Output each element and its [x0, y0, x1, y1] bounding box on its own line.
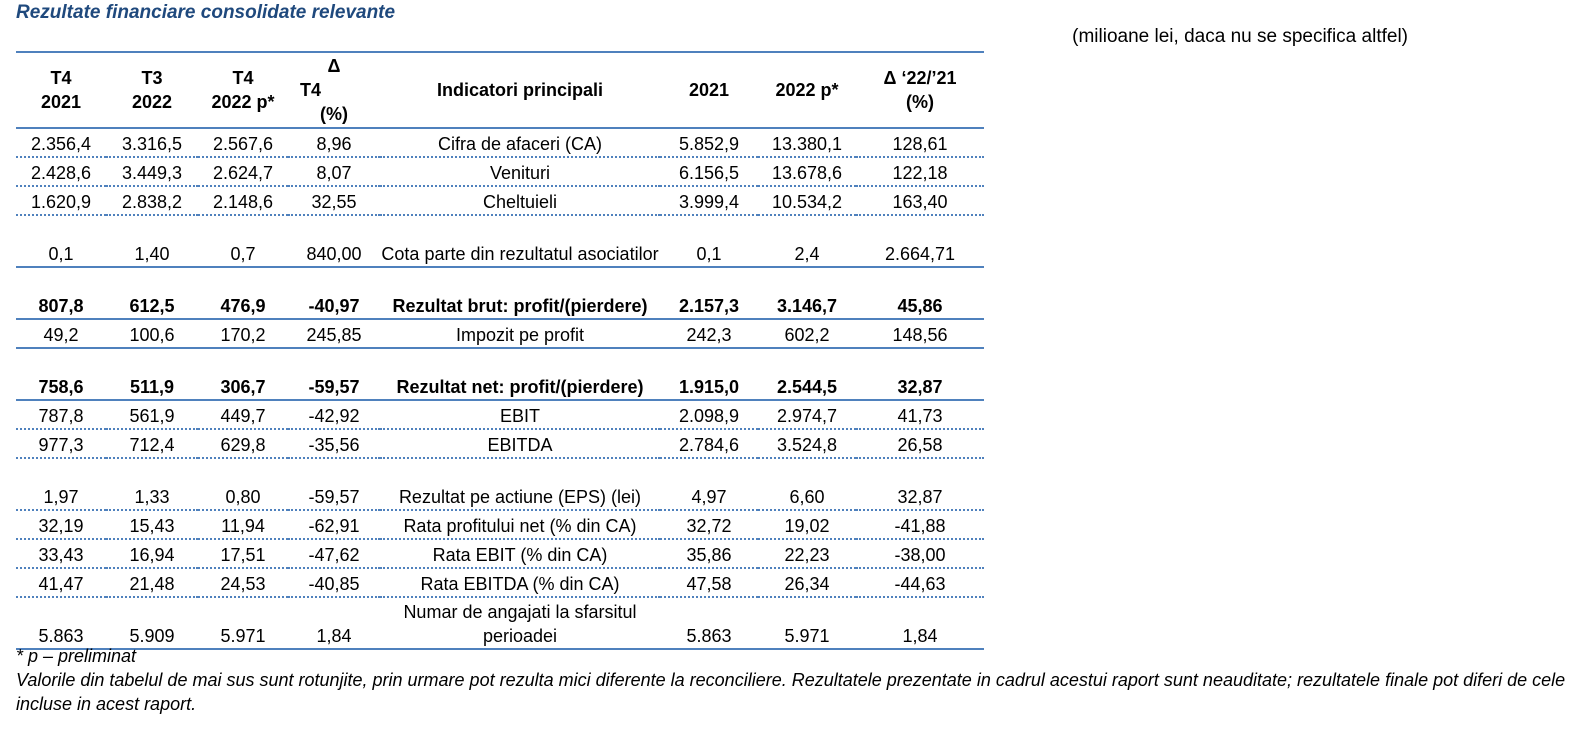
- value-cell: 2.428,6: [16, 157, 106, 186]
- value-cell: 807,8: [16, 267, 106, 319]
- value-cell: 2.157,3: [660, 267, 758, 319]
- value-cell: 13.380,1: [758, 128, 856, 157]
- value-cell: 8,07: [288, 157, 380, 186]
- value-cell: 22,23: [758, 539, 856, 568]
- value-cell: 11,94: [198, 510, 288, 539]
- value-cell: 19,02: [758, 510, 856, 539]
- indicator-cell: Rezultat net: profit/(pierdere): [380, 348, 660, 400]
- table-row: [16, 348, 984, 400]
- value-cell: 2.838,2: [106, 186, 198, 215]
- table-row: [16, 568, 984, 597]
- col-header-delta-t4: Δ T4 (%): [288, 52, 380, 128]
- value-cell: 1,33: [106, 458, 198, 510]
- value-cell: 3.146,7: [758, 267, 856, 319]
- value-cell: 100,6: [106, 319, 198, 348]
- value-cell: 0,1: [660, 215, 758, 267]
- value-cell: 32,19: [16, 510, 106, 539]
- value-cell: 49,2: [16, 319, 106, 348]
- value-cell: 242,3: [660, 319, 758, 348]
- value-cell: 32,87: [856, 458, 984, 510]
- value-cell: 41,47: [16, 568, 106, 597]
- value-cell: 10.534,2: [758, 186, 856, 215]
- value-cell: 0,7: [198, 215, 288, 267]
- indicator-cell: Rata EBIT (% din CA): [380, 539, 660, 568]
- indicator-cell: Numar de angajati la sfarsitul perioadei: [380, 597, 660, 649]
- table-row: [16, 186, 984, 215]
- value-cell: 2.974,7: [758, 400, 856, 429]
- value-cell: -40,97: [288, 267, 380, 319]
- value-cell: 5.971: [198, 597, 288, 649]
- value-cell: -42,92: [288, 400, 380, 429]
- value-cell: 629,8: [198, 429, 288, 458]
- indicator-cell: Rata profitului net (% din CA): [380, 510, 660, 539]
- table-row: [16, 510, 984, 539]
- value-cell: 3.449,3: [106, 157, 198, 186]
- indicator-cell: Venituri: [380, 157, 660, 186]
- units-note: (milioane lei, daca nu se specifica altfel): [1072, 26, 1408, 47]
- indicator-cell: Cheltuieli: [380, 186, 660, 215]
- col-header-t3-2022: T3 2022: [106, 52, 198, 128]
- value-cell: 2.567,6: [198, 128, 288, 157]
- value-cell: 5.971: [758, 597, 856, 649]
- value-cell: 35,86: [660, 539, 758, 568]
- table-row: [16, 400, 984, 429]
- value-cell: 306,7: [198, 348, 288, 400]
- value-cell: 1.915,0: [660, 348, 758, 400]
- disclaimer: Valorile din tabelul de mai sus sunt rotunjite, prin urmare pot rezulta mici diferente la reconciliere. Rezultatele prezentate in cadrul acestui raport sunt neauditate; rezultatele finale pot diferi de cele incluse in acest raport.: [16, 670, 1566, 714]
- value-cell: -40,85: [288, 568, 380, 597]
- indicator-cell: Rezultat brut: profit/(pierdere): [380, 267, 660, 319]
- indicator-cell: EBIT: [380, 400, 660, 429]
- table-row: [16, 267, 984, 319]
- value-cell: 41,73: [856, 400, 984, 429]
- value-cell: 8,96: [288, 128, 380, 157]
- value-cell: 1,84: [856, 597, 984, 649]
- indicator-cell: Rezultat pe actiune (EPS) (lei): [380, 458, 660, 510]
- value-cell: 758,6: [16, 348, 106, 400]
- value-cell: 2.784,6: [660, 429, 758, 458]
- value-cell: 977,3: [16, 429, 106, 458]
- value-cell: 45,86: [856, 267, 984, 319]
- value-cell: 163,40: [856, 186, 984, 215]
- value-cell: 2.356,4: [16, 128, 106, 157]
- financial-results-table: [16, 51, 984, 650]
- value-cell: 2.664,71: [856, 215, 984, 267]
- value-cell: 16,94: [106, 539, 198, 568]
- value-cell: 21,48: [106, 568, 198, 597]
- value-cell: 2.544,5: [758, 348, 856, 400]
- value-cell: 4,97: [660, 458, 758, 510]
- col-header-t4-2022: T4 2022 p*: [198, 52, 288, 128]
- value-cell: 3.316,5: [106, 128, 198, 157]
- value-cell: 17,51: [198, 539, 288, 568]
- value-cell: 787,8: [16, 400, 106, 429]
- value-cell: -35,56: [288, 429, 380, 458]
- indicator-cell: Cota parte din rezultatul asociatilor: [380, 215, 660, 267]
- value-cell: 476,9: [198, 267, 288, 319]
- table-row: [16, 157, 984, 186]
- indicator-cell: Impozit pe profit: [380, 319, 660, 348]
- value-cell: 128,61: [856, 128, 984, 157]
- indicator-cell: EBITDA: [380, 429, 660, 458]
- col-header-delta-year: Δ ‘22/’21 (%): [856, 52, 984, 128]
- value-cell: 1,97: [16, 458, 106, 510]
- col-header-2022: 2022 p*: [758, 52, 856, 128]
- value-cell: 511,9: [106, 348, 198, 400]
- table-row: [16, 429, 984, 458]
- value-cell: 33,43: [16, 539, 106, 568]
- value-cell: 47,58: [660, 568, 758, 597]
- value-cell: 148,56: [856, 319, 984, 348]
- table-body: [16, 128, 984, 649]
- value-cell: 2,4: [758, 215, 856, 267]
- value-cell: -44,63: [856, 568, 984, 597]
- value-cell: 24,53: [198, 568, 288, 597]
- value-cell: 32,55: [288, 186, 380, 215]
- table-row: [16, 597, 984, 649]
- value-cell: 5.852,9: [660, 128, 758, 157]
- value-cell: 1.620,9: [16, 186, 106, 215]
- value-cell: -62,91: [288, 510, 380, 539]
- value-cell: 2.098,9: [660, 400, 758, 429]
- page-title: Rezultate financiare consolidate relevante: [16, 2, 396, 23]
- value-cell: 602,2: [758, 319, 856, 348]
- table-row: [16, 319, 984, 348]
- value-cell: 1,40: [106, 215, 198, 267]
- value-cell: 32,72: [660, 510, 758, 539]
- value-cell: 3.999,4: [660, 186, 758, 215]
- value-cell: -38,00: [856, 539, 984, 568]
- footnote: * p – preliminat: [16, 646, 137, 666]
- table-row: [16, 458, 984, 510]
- value-cell: 2.148,6: [198, 186, 288, 215]
- col-header-2021: 2021: [660, 52, 758, 128]
- value-cell: 245,85: [288, 319, 380, 348]
- table-header-row: [16, 52, 984, 128]
- value-cell: 170,2: [198, 319, 288, 348]
- value-cell: -41,88: [856, 510, 984, 539]
- value-cell: 32,87: [856, 348, 984, 400]
- value-cell: 2.624,7: [198, 157, 288, 186]
- value-cell: 5.863: [660, 597, 758, 649]
- value-cell: 122,18: [856, 157, 984, 186]
- value-cell: 15,43: [106, 510, 198, 539]
- value-cell: 26,58: [856, 429, 984, 458]
- col-header-indicator: Indicatori principali: [380, 52, 660, 128]
- value-cell: 5.909: [106, 597, 198, 649]
- value-cell: 13.678,6: [758, 157, 856, 186]
- table-row: [16, 539, 984, 568]
- value-cell: 5.863: [16, 597, 106, 649]
- value-cell: -47,62: [288, 539, 380, 568]
- value-cell: 449,7: [198, 400, 288, 429]
- value-cell: -59,57: [288, 458, 380, 510]
- table-row: [16, 128, 984, 157]
- notes: [16, 644, 1586, 716]
- indicator-cell: Rata EBITDA (% din CA): [380, 568, 660, 597]
- value-cell: 1,84: [288, 597, 380, 649]
- indicator-cell: Cifra de afaceri (CA): [380, 128, 660, 157]
- value-cell: 3.524,8: [758, 429, 856, 458]
- value-cell: 0,80: [198, 458, 288, 510]
- value-cell: 26,34: [758, 568, 856, 597]
- col-header-t4-2021: T4 2021: [16, 52, 106, 128]
- value-cell: 0,1: [16, 215, 106, 267]
- value-cell: 6.156,5: [660, 157, 758, 186]
- value-cell: 6,60: [758, 458, 856, 510]
- value-cell: 712,4: [106, 429, 198, 458]
- table-row: [16, 215, 984, 267]
- value-cell: 561,9: [106, 400, 198, 429]
- value-cell: 612,5: [106, 267, 198, 319]
- value-cell: 840,00: [288, 215, 380, 267]
- value-cell: -59,57: [288, 348, 380, 400]
